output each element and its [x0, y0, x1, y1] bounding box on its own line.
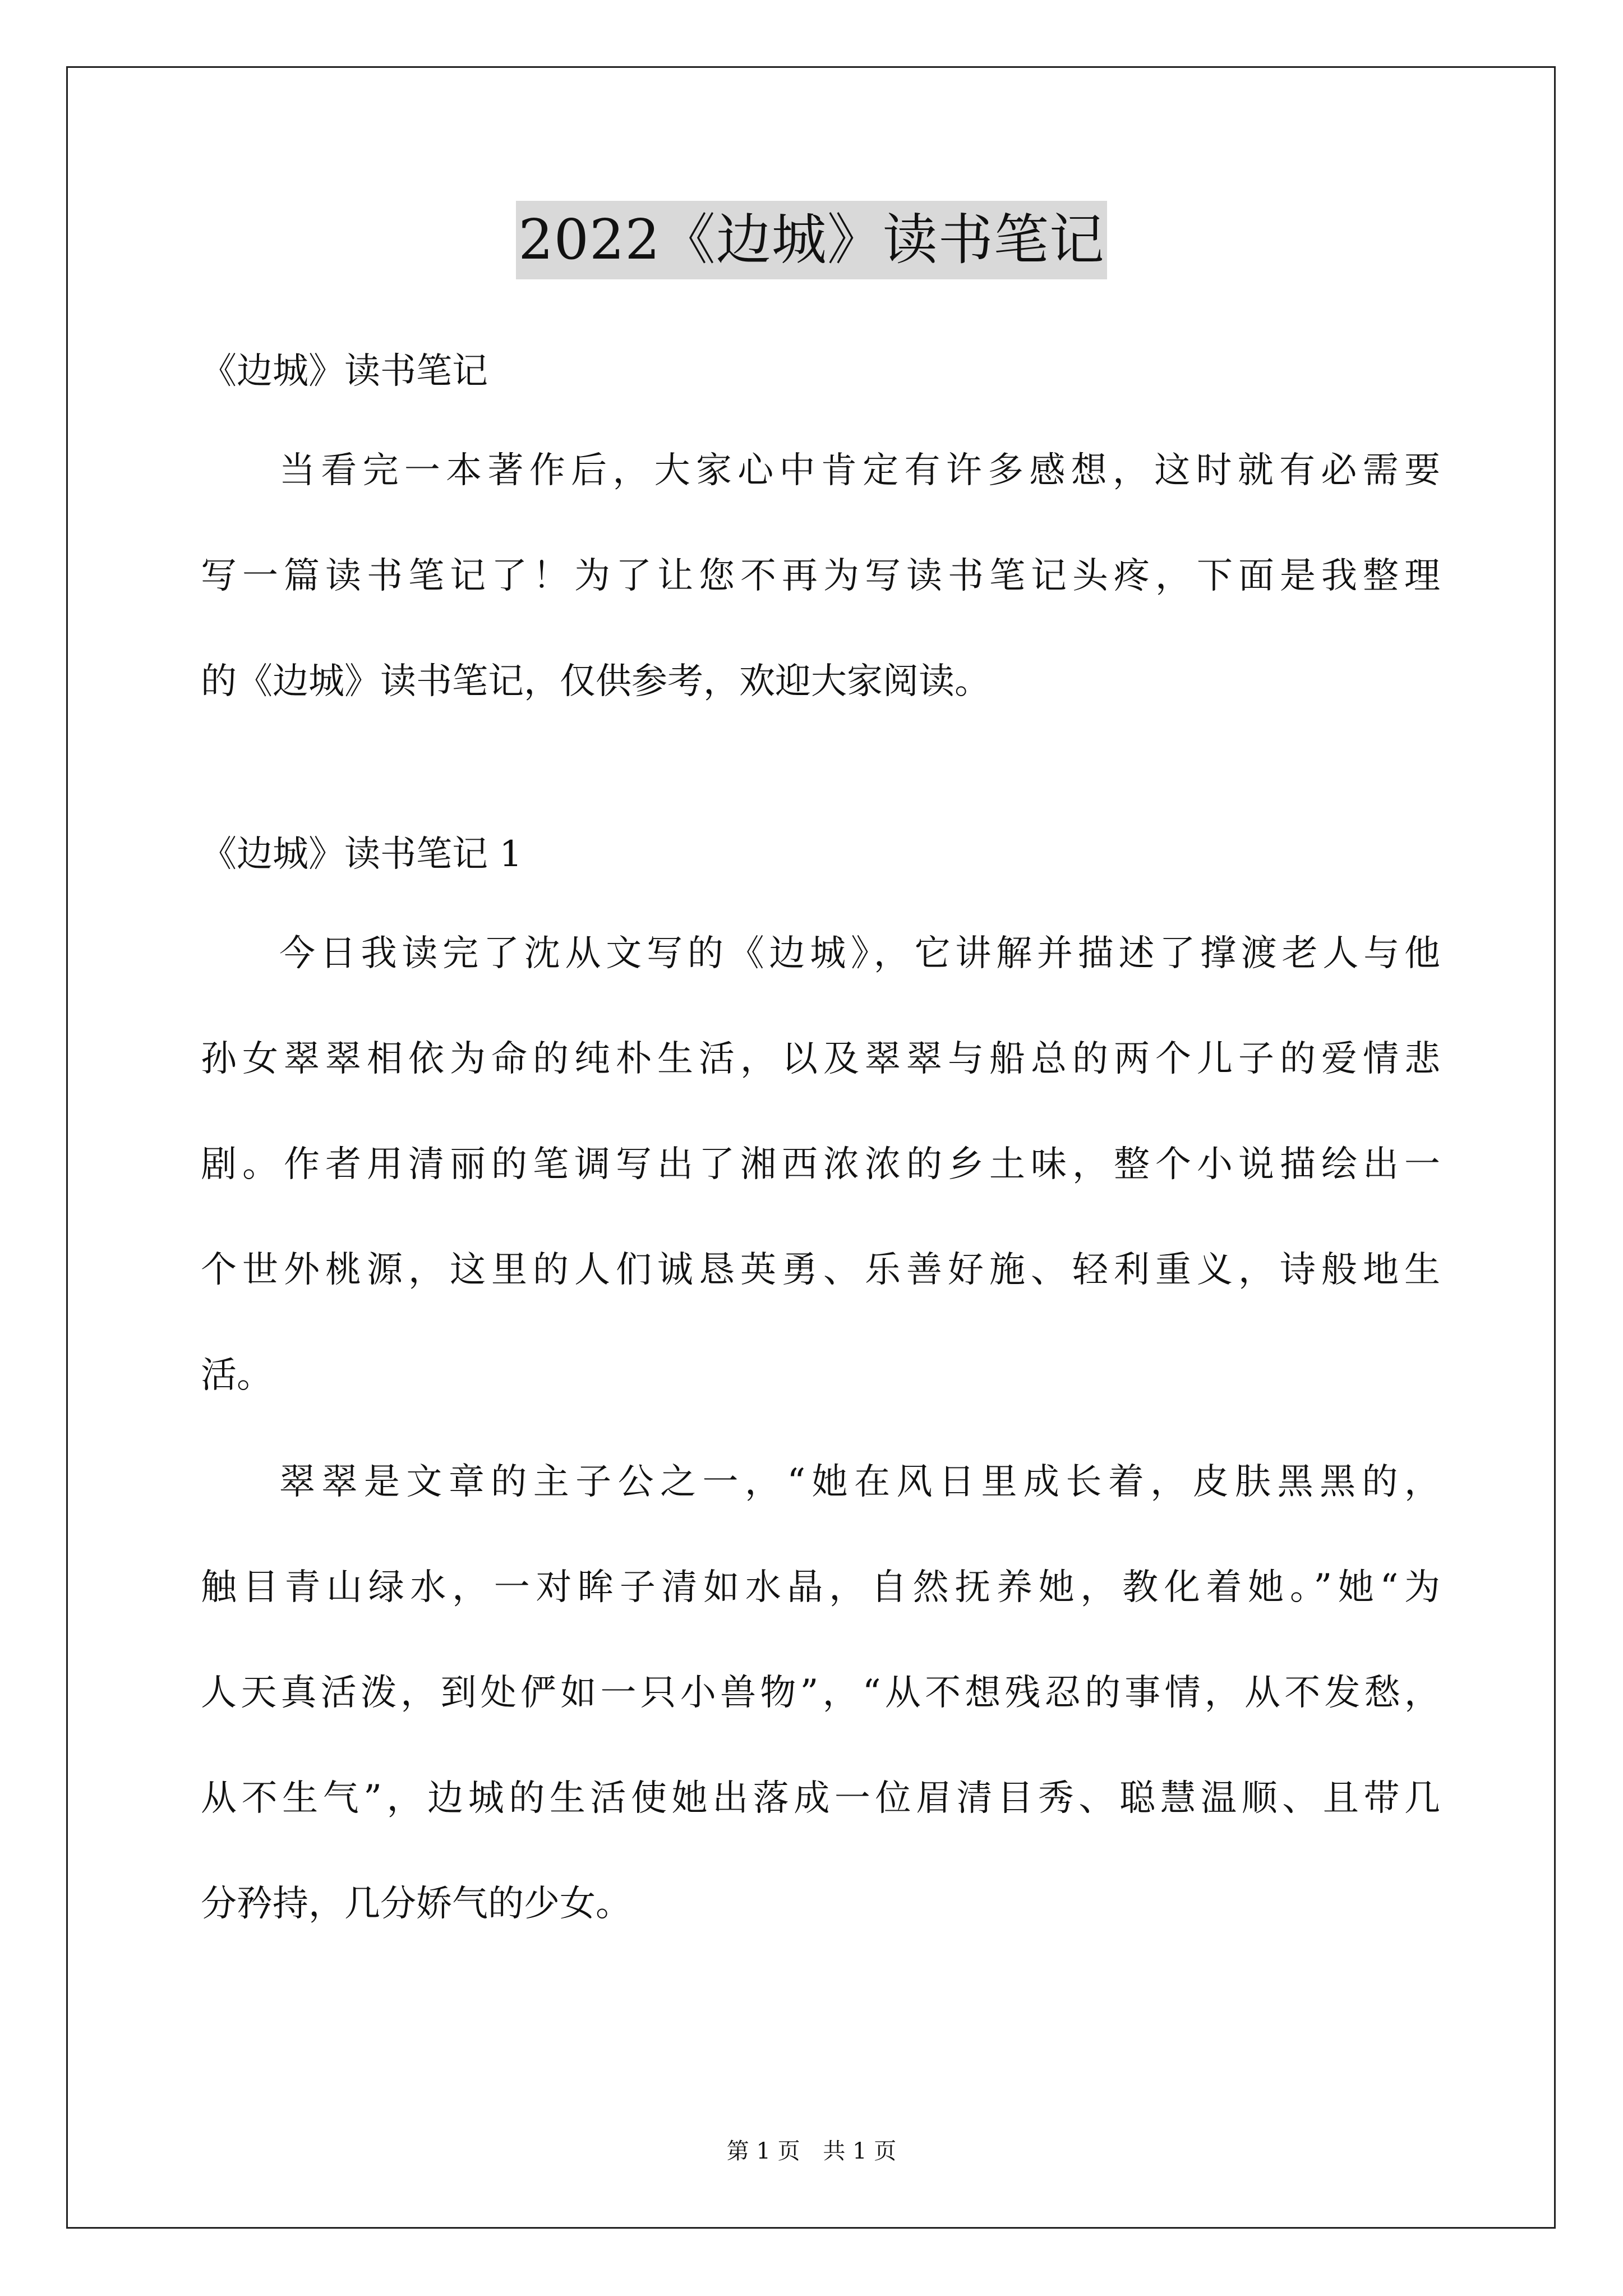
paragraph-line: 的《边城》读书笔记，仅供参考，欢迎大家阅读。 [201, 661, 990, 702]
paragraph-line: 当看完一本著作后，大家心中肯定有许多感想，这时就有必需要 [279, 450, 1440, 491]
intro-heading: 《边城》读书笔记 [201, 351, 488, 392]
paragraph-line: 孙女翠翠相依为命的纯朴生活，以及翠翠与船总的两个儿子的爱情悲 [201, 1038, 1440, 1080]
paragraph-line: 写一篇读书笔记了！为了让您不再为写读书笔记头疼，下面是我整理 [201, 555, 1440, 597]
paragraph-line: 个世外桃源，这里的人们诚恳英勇、乐善好施、轻利重义，诗般地生 [201, 1249, 1440, 1291]
paragraph-line: 剧。作者用清丽的笔调写出了湘西浓浓的乡土味，整个小说描绘出一 [201, 1144, 1440, 1185]
page-number-total: 共 1 页 [823, 2138, 897, 2164]
paragraph-line: 触目青山绿水，一对眸子清如水晶，自然抚养她，教化着她。”她“为 [201, 1567, 1440, 1608]
section-paragraph [201, 933, 1440, 1396]
intro-paragraph [201, 450, 1440, 702]
paragraph-line: 从不生气”，边城的生活使她出落成一位眉清目秀、聪慧温顺、且带几 [201, 1778, 1440, 1819]
paragraph-line: 今日我读完了沈从文写的《边城》，它讲解并描述了撑渡老人与他 [279, 933, 1440, 974]
section-heading: 《边城》读书笔记 1 [201, 834, 523, 875]
paragraph-line: 分矜持，几分娇气的少女。 [201, 1883, 631, 1925]
page-footer [0, 2137, 1623, 2165]
section-paragraph [201, 1461, 1440, 1925]
paragraph-line: 活。 [201, 1355, 273, 1396]
document-title: 2022《边城》读书笔记 [516, 201, 1106, 279]
document-body [201, 353, 1440, 1993]
page-number-current: 第 1 页 [726, 2138, 800, 2164]
title-container [0, 201, 1623, 279]
paragraph-line: 人天真活泼，到处俨如一只小兽物”，“从不想残忍的事情，从不发愁， [201, 1672, 1440, 1714]
paragraph-line: 翠翠是文章的主子公之一，“她在风日里成长着，皮肤黑黑的， [279, 1461, 1440, 1503]
